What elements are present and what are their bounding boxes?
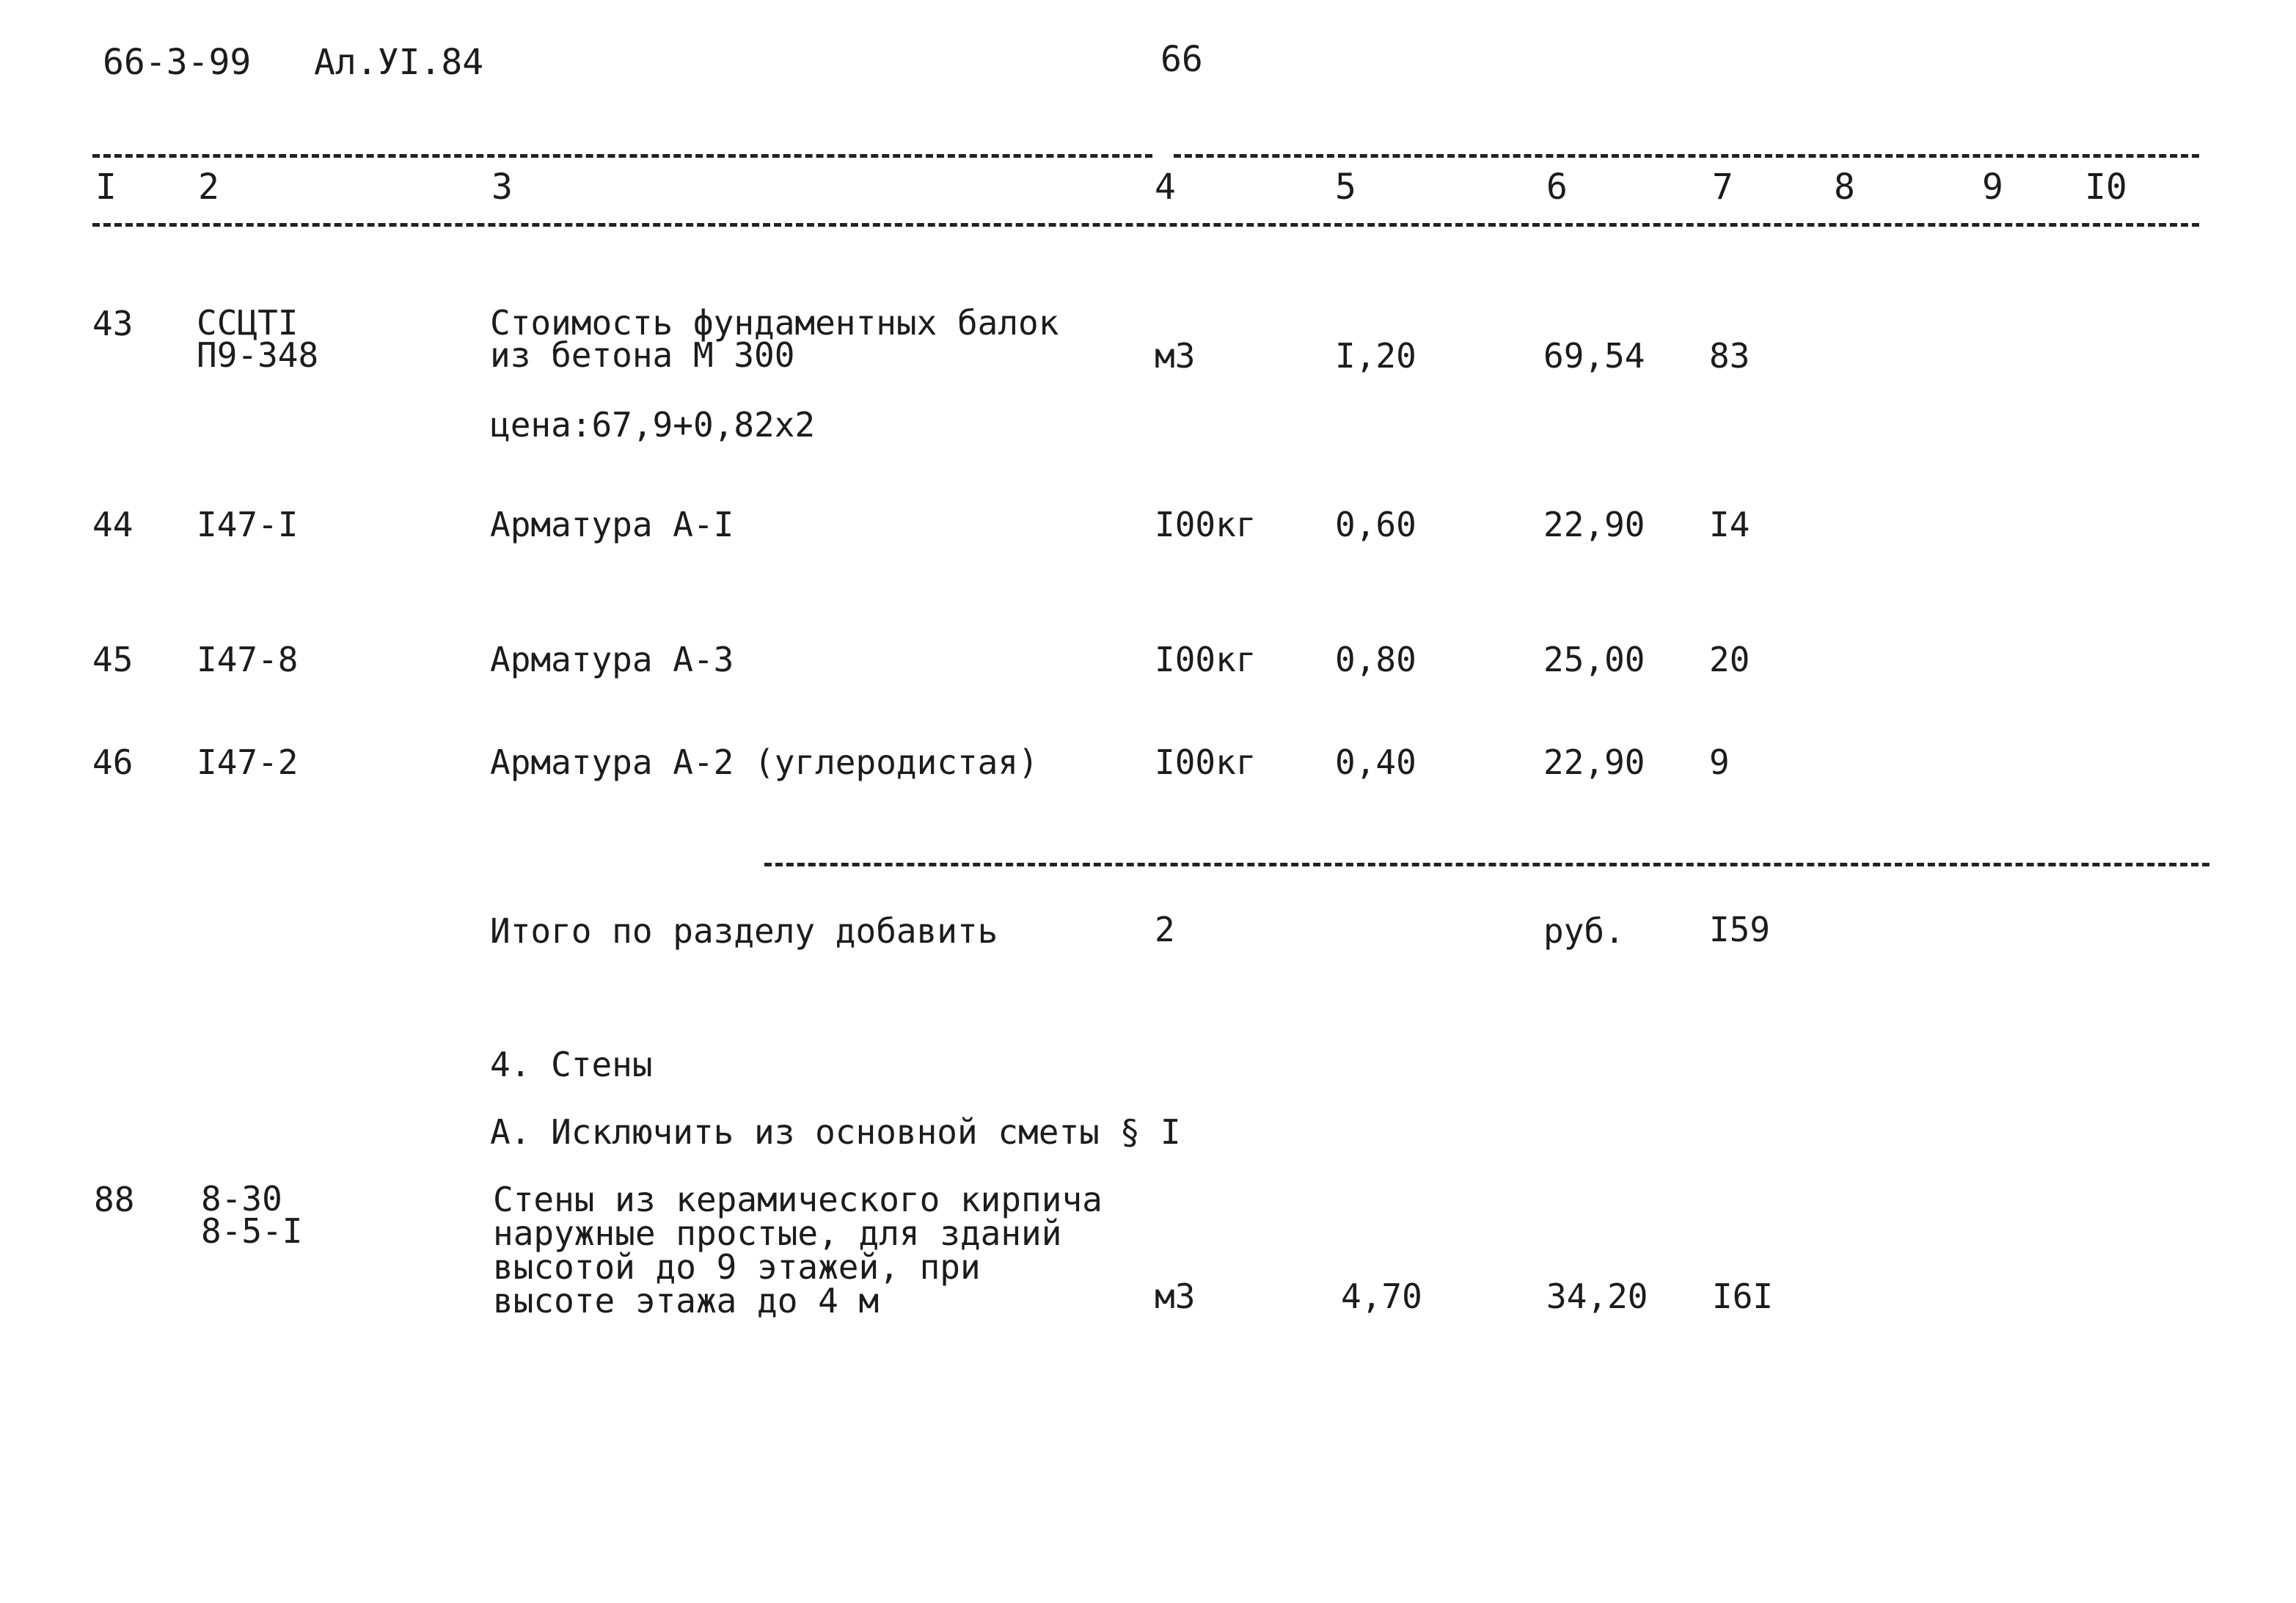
row-unit-price: 25,00: [1543, 640, 1645, 679]
row-unit-price: 22,90: [1543, 505, 1645, 544]
row-code: I47-I: [197, 505, 299, 544]
column-header-3: 3: [491, 167, 513, 208]
row-unit: м3: [1155, 336, 1196, 376]
row-quantity: I,20: [1335, 336, 1416, 376]
section-total-col4: 2: [1155, 910, 1175, 949]
column-header-1: I: [95, 167, 117, 208]
column-header-2: 2: [198, 167, 219, 208]
row-quantity: 0,60: [1335, 505, 1416, 544]
page-number: 66: [1160, 39, 1203, 80]
row-quantity: 0,80: [1335, 640, 1416, 679]
row-unit: I00кг: [1155, 640, 1257, 679]
row-total: 9: [1709, 742, 1730, 782]
row-number: 46: [92, 742, 134, 782]
section-title: 4. Стены: [490, 1045, 653, 1084]
row-name: Стены из керамического кирпича наружные простые, для зданий высотой до 9 этажей, при высоте этажа до 4 м: [493, 1180, 1103, 1321]
row-number: 45: [92, 640, 134, 679]
row-name: Арматура А-I: [490, 505, 734, 544]
row-price-note: цена:67,9+0,82х2: [490, 405, 816, 445]
row-number: 44: [92, 505, 134, 544]
row-unit: I00кг: [1155, 505, 1257, 544]
header-bottom-rule: [92, 223, 2199, 227]
row-quantity: 4,70: [1341, 1277, 1422, 1316]
row-unit: I00кг: [1155, 742, 1257, 782]
subtotal-rule: [764, 863, 2209, 866]
column-header-9: 9: [1982, 167, 2003, 208]
section-total-amount: I59: [1709, 910, 1771, 949]
row-code: 8-30 8-5-I: [201, 1179, 303, 1251]
column-header-8: 8: [1834, 167, 1855, 208]
row-quantity: 0,40: [1335, 742, 1416, 782]
column-header-5: 5: [1335, 167, 1356, 208]
row-code: I47-2: [197, 742, 299, 782]
row-code: ССЦТI П9-348: [197, 303, 319, 375]
header-top-rule-right: [1174, 154, 2199, 158]
row-total: I4: [1709, 505, 1750, 544]
section-subtitle: А. Исключить из основной сметы § I: [490, 1112, 1181, 1152]
row-name: Стоимость фундаментных балок из бетона М 300: [490, 303, 1059, 375]
row-total: I6I: [1712, 1277, 1774, 1316]
row-total: 20: [1709, 640, 1750, 679]
section-total-label: Итого по разделу добавить: [490, 911, 998, 951]
album-ref: Ал.УI.84: [314, 42, 484, 83]
section-total-currency: руб.: [1543, 911, 1625, 951]
row-number: 43: [92, 304, 134, 343]
row-code: I47-8: [197, 640, 299, 679]
row-unit-price: 69,54: [1543, 336, 1645, 376]
doc-code: 66-3-99: [103, 42, 252, 83]
column-header-10: I0: [2085, 167, 2127, 208]
row-name: Арматура А-3: [490, 640, 734, 679]
column-header-7: 7: [1712, 167, 1733, 208]
row-name: Арматура А-2 (углеродистая): [490, 742, 1039, 782]
row-unit-price: 22,90: [1543, 742, 1645, 782]
row-total: 83: [1709, 336, 1750, 376]
row-number: 88: [94, 1180, 135, 1219]
row-unit: м3: [1155, 1277, 1196, 1316]
column-header-6: 6: [1546, 167, 1568, 208]
column-header-4: 4: [1155, 167, 1176, 208]
header-top-rule-left: [92, 154, 1152, 158]
row-unit-price: 34,20: [1546, 1277, 1648, 1316]
